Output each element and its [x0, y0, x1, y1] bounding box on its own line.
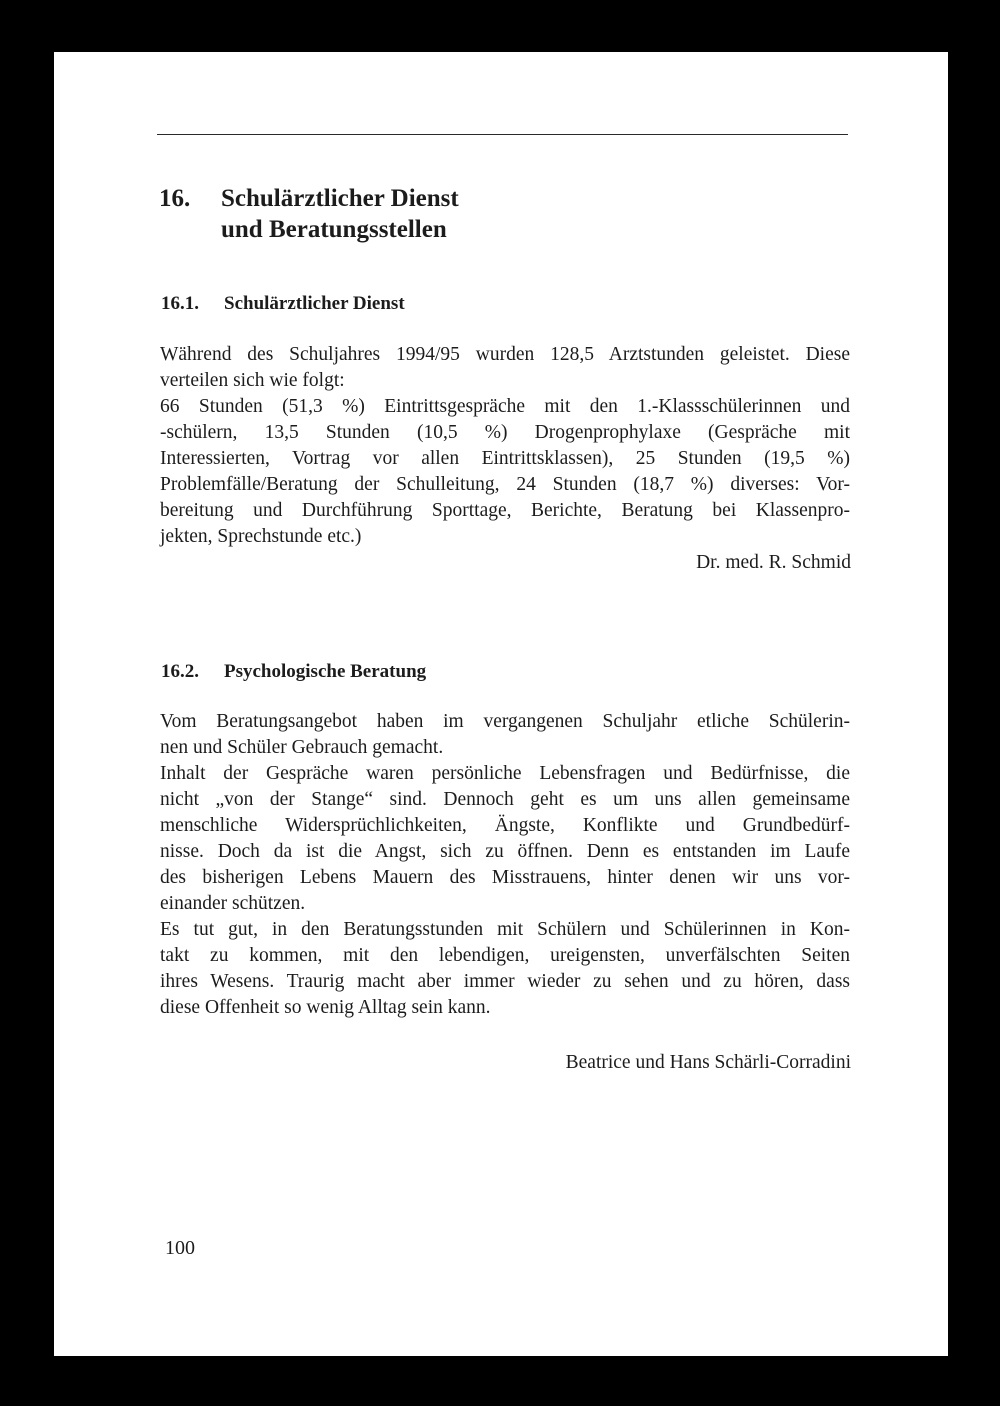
section-1-number: 16.1.	[161, 293, 199, 314]
body-line: Vom Beratungsangebot haben im vergangenen Schuljahr etliche Schülerin-	[160, 711, 850, 732]
chapter-number: 16.	[159, 185, 191, 212]
body-line: menschliche Widersprüchlichkeiten, Ängste, Konflikte und Grundbedürf-	[160, 815, 850, 836]
body-line: -schülern, 13,5 Stunden (10,5 %) Drogenprophylaxe (Gespräche mit	[160, 422, 850, 443]
section-1-heading	[161, 292, 405, 316]
section-1-title: Schulärztlicher Dienst	[224, 293, 405, 314]
section-2-number: 16.2.	[161, 661, 199, 682]
body-line: verteilen sich wie folgt:	[160, 370, 345, 391]
chapter-title-line-1: Schulärztlicher Dienst	[221, 185, 459, 212]
section-2-signature: Beatrice und Hans Schärli-Corradini	[565, 1052, 851, 1073]
body-line: Es tut gut, in den Beratungsstunden mit Schülern und Schülerinnen in Kon-	[160, 919, 850, 940]
page-number: 100	[165, 1237, 195, 1259]
body-line: des bisherigen Lebens Mauern des Misstrauens, hinter denen wir uns vor-	[160, 867, 850, 888]
body-line: nicht „von der Stange“ sind. Dennoch geht es um uns allen gemeinsame	[160, 789, 850, 810]
body-line: Während des Schuljahres 1994/95 wurden 128,5 Arztstunden geleistet. Diese	[160, 344, 850, 365]
body-line: takt zu kommen, mit den lebendigen, ureigensten, unverfälschten Seiten	[160, 945, 850, 966]
body-line: Problemfälle/Beratung der Schulleitung, 24 Stunden (18,7 %) diverses: Vor-	[160, 474, 850, 495]
section-2-body	[160, 709, 850, 1021]
body-line: nisse. Doch da ist die Angst, sich zu öffnen. Denn es entstanden im Laufe	[160, 841, 850, 862]
section-2-heading	[161, 660, 426, 684]
body-line: jekten, Sprechstunde etc.)	[160, 526, 362, 547]
chapter-title	[221, 183, 459, 245]
section-1-body	[160, 342, 850, 550]
body-line: Interessierten, Vortrag vor allen Eintrittsklassen), 25 Stunden (19,5 %)	[160, 448, 850, 469]
body-line: einander schützen.	[160, 893, 306, 914]
body-line: nen und Schüler Gebrauch gemacht.	[160, 737, 444, 758]
section-2-title: Psychologische Beratung	[224, 661, 427, 682]
chapter-title-line-2: und Beratungsstellen	[221, 216, 447, 243]
body-line: Inhalt der Gespräche waren persönliche Lebensfragen und Bedürfnisse, die	[160, 763, 850, 784]
body-line: bereitung und Durchführung Sporttage, Berichte, Beratung bei Klassenpro-	[160, 500, 850, 521]
section-1-signature: Dr. med. R. Schmid	[696, 552, 851, 573]
body-line: 66 Stunden (51,3 %) Eintrittsgespräche mit den 1.-Klassschülerinnen und	[160, 396, 850, 417]
document-page	[54, 52, 948, 1356]
header-rule	[157, 134, 848, 135]
body-line: diese Offenheit so wenig Alltag sein kann.	[160, 997, 491, 1018]
body-line: ihres Wesens. Traurig macht aber immer wieder zu sehen und zu hören, dass	[160, 971, 850, 992]
